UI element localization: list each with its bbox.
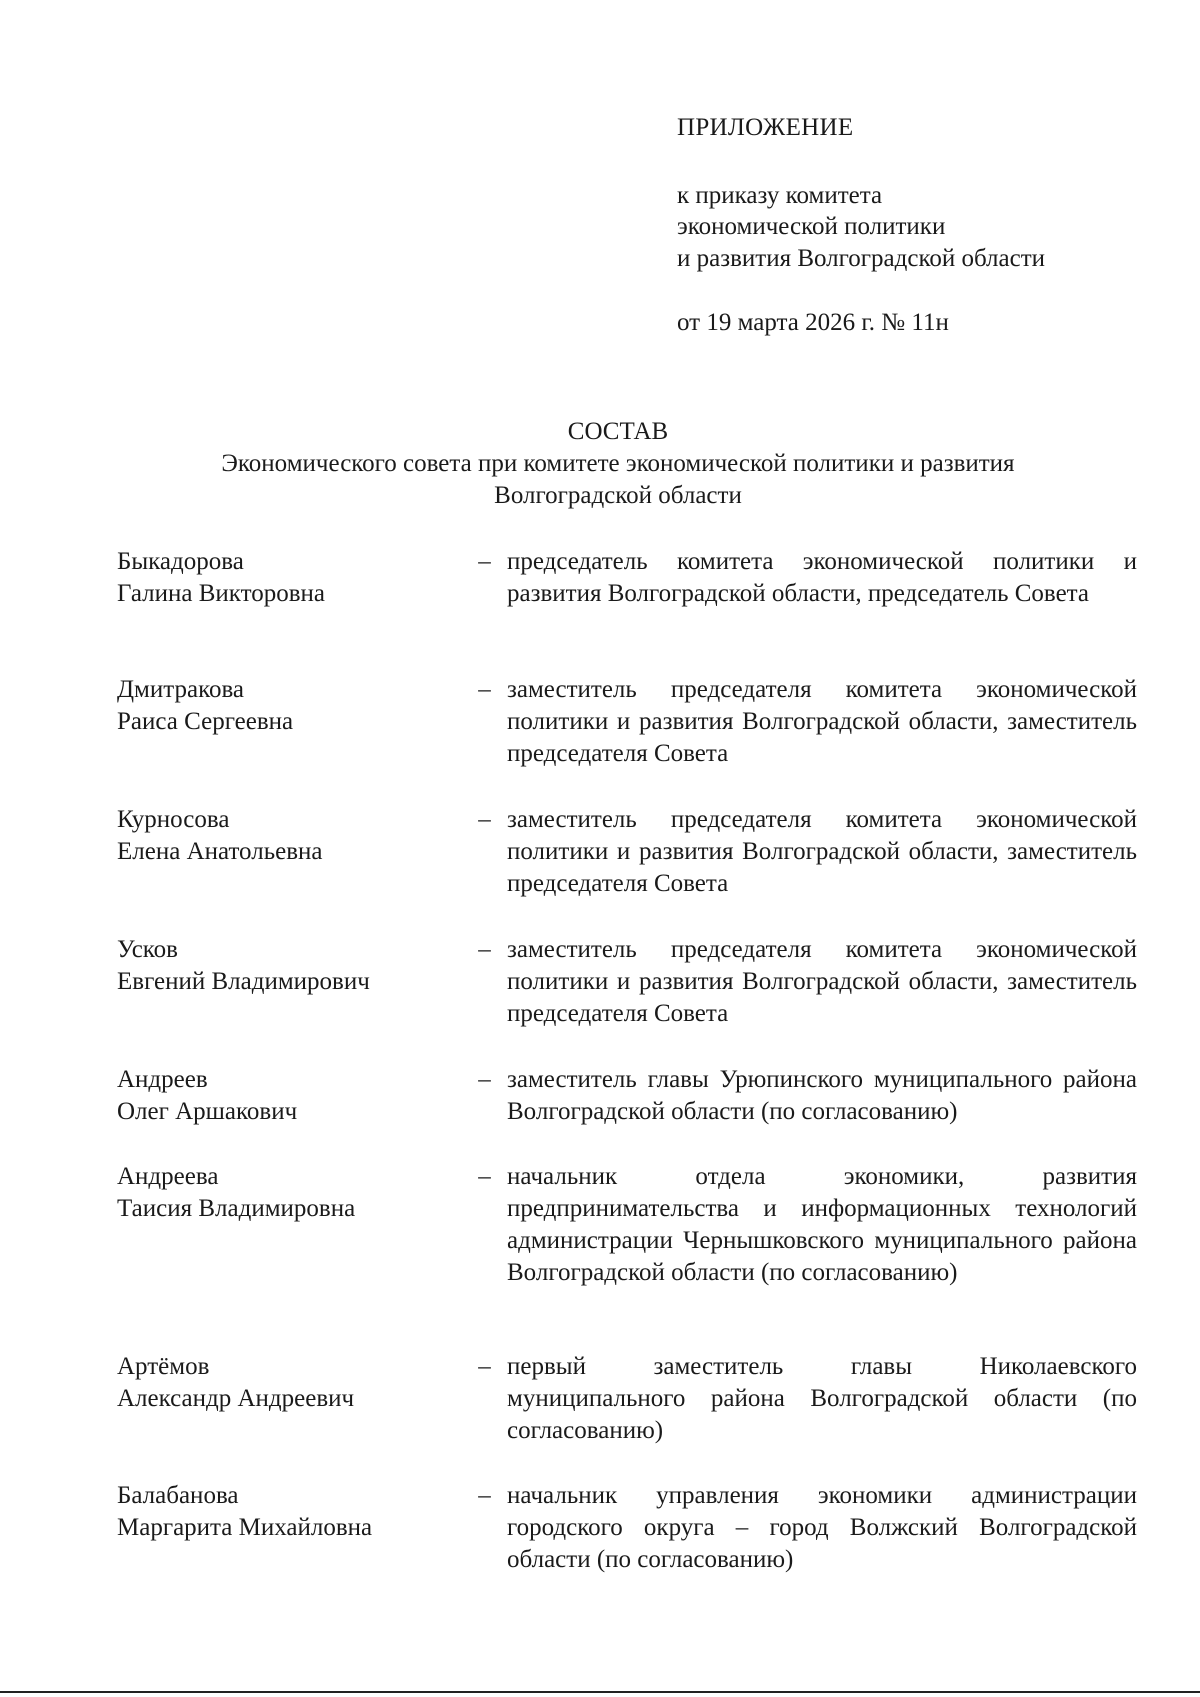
member-surname: Быкадорова xyxy=(117,548,244,575)
dash-separator: – xyxy=(478,1163,491,1190)
member-row xyxy=(117,546,1137,674)
title-line-2: Волгоградской области xyxy=(494,482,742,509)
member-surname: Дмитракова xyxy=(117,676,245,703)
member-surname: Андреева xyxy=(117,1163,219,1190)
member-given-names: Олег Аршакович xyxy=(117,1098,298,1125)
title-word: СОСТАВ xyxy=(567,418,669,445)
member-name xyxy=(117,1351,462,1415)
document-title xyxy=(0,416,1200,512)
appendix-line: к приказу комитета xyxy=(677,181,883,209)
member-row xyxy=(117,934,1137,1064)
dash-separator: – xyxy=(478,1482,491,1509)
dash-separator: – xyxy=(478,676,491,703)
member-role: начальник отдела экономики, развития предпринимательства и информационных технологий администрации Чернышковского муниципального района Волгоградской области (по согласованию) xyxy=(507,1163,1137,1286)
member-given-names: Раиса Сергеевна xyxy=(117,708,294,735)
dash-separator: – xyxy=(478,936,491,963)
member-row xyxy=(117,674,1137,804)
member-surname: Андреев xyxy=(117,1066,208,1093)
member-name xyxy=(117,674,462,738)
member-name xyxy=(117,546,462,610)
page-bottom-edge xyxy=(0,1691,1200,1693)
title-line-1: Экономического совета при комитете экономической политики и развития xyxy=(221,450,1015,477)
member-name xyxy=(117,804,462,868)
member-given-names: Таисия Владимировна xyxy=(117,1195,356,1222)
dash-separator: – xyxy=(478,1066,491,1093)
member-surname: Балабанова xyxy=(117,1482,239,1509)
member-given-names: Галина Викторовна xyxy=(117,580,325,607)
member-role: заместитель председателя комитета экономической политики и развития Волгоградской области, заместитель председателя Совета xyxy=(507,936,1137,1027)
member-given-names: Маргарита Михайловна xyxy=(117,1514,373,1541)
member-surname: Курносова xyxy=(117,806,230,833)
member-row xyxy=(117,1351,1137,1480)
member-row xyxy=(117,804,1137,934)
member-role: заместитель председателя комитета экономической политики и развития Волгоградской области, заместитель председателя Совета xyxy=(507,676,1137,767)
member-row xyxy=(117,1064,1137,1161)
dash-separator: – xyxy=(478,548,491,575)
appendix-line: экономической политики xyxy=(677,213,946,240)
member-given-names: Елена Анатольевна xyxy=(117,838,323,865)
member-role: председатель комитета экономической политики и развития Волгоградской области, председатель Совета xyxy=(507,548,1137,607)
member-surname: Усков xyxy=(117,936,178,963)
order-date-number: от 19 марта 2026 г. № 11н xyxy=(677,309,949,336)
member-given-names: Александр Андреевич xyxy=(117,1385,355,1412)
member-surname: Артёмов xyxy=(117,1353,210,1380)
member-role: начальник управления экономики администрации городского округа – город Волжский Волгоградской области (по согласованию) xyxy=(507,1482,1137,1573)
dash-separator: – xyxy=(478,806,491,833)
member-role: заместитель главы Урюпинского муниципального района Волгоградской области (по согласованию) xyxy=(507,1066,1137,1125)
member-role: заместитель председателя комитета экономической политики и развития Волгоградской области, заместитель председателя Совета xyxy=(507,806,1137,897)
members-list xyxy=(117,546,1137,1580)
appendix-block xyxy=(677,112,1157,339)
dash-separator: – xyxy=(478,1353,491,1380)
member-row xyxy=(117,1161,1137,1351)
member-name xyxy=(117,934,462,998)
member-role: первый заместитель главы Николаевского муниципального района Волгоградской области (по согласованию) xyxy=(507,1353,1137,1444)
member-row xyxy=(117,1480,1137,1580)
appendix-line: и развития Волгоградской области xyxy=(677,244,1046,272)
member-name xyxy=(117,1161,462,1225)
appendix-heading: ПРИЛОЖЕНИЕ xyxy=(677,114,854,141)
member-given-names: Евгений Владимирович xyxy=(117,968,370,995)
member-name xyxy=(117,1480,462,1544)
member-name xyxy=(117,1064,462,1128)
